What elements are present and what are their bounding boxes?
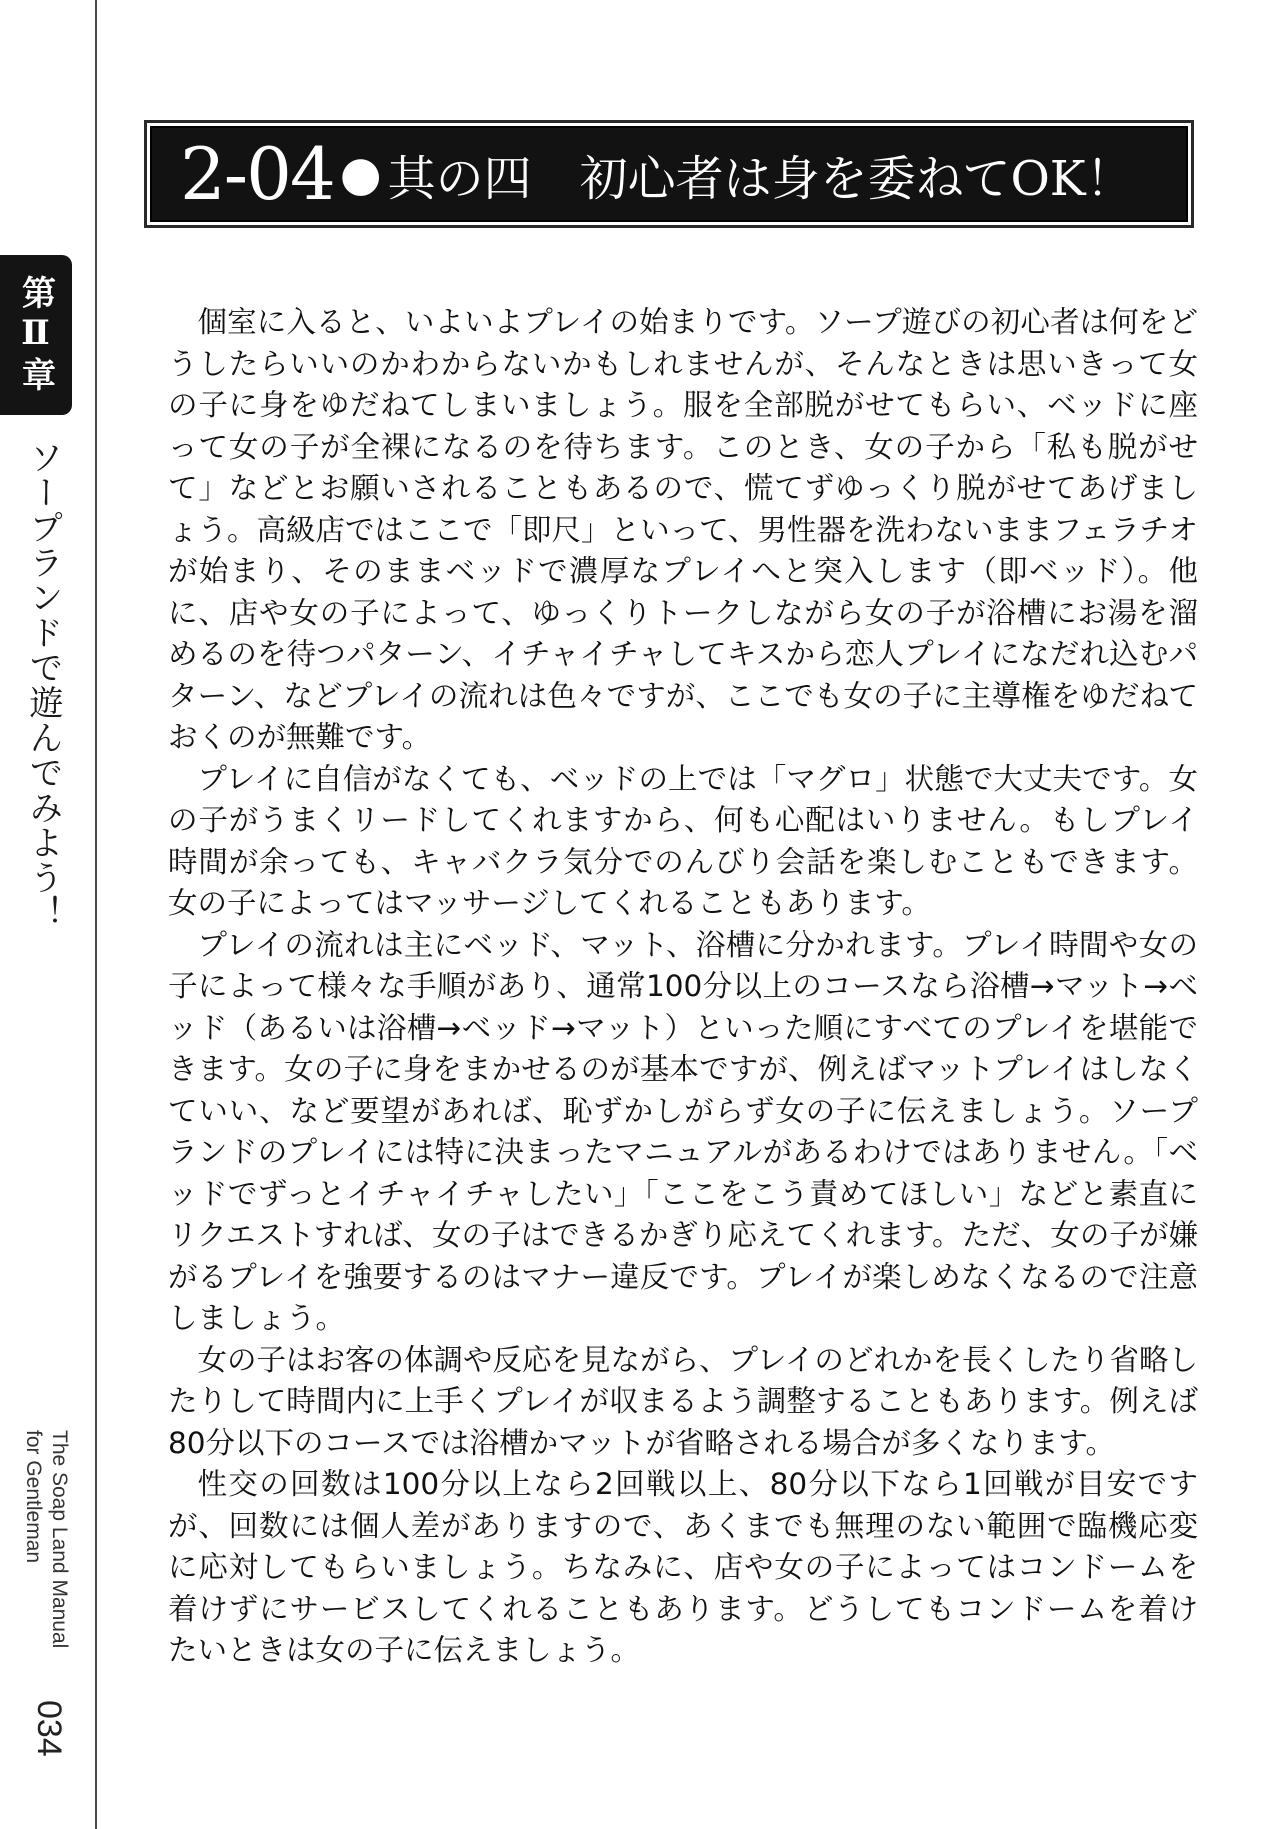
article-body bbox=[168, 302, 1198, 1672]
chapter-tab bbox=[0, 255, 72, 415]
gutter-divider-line bbox=[95, 0, 97, 1829]
book-title-line1: The Soap Land Manual bbox=[48, 1430, 71, 1649]
chapter-subtitle: ソープランドで遊んでみよう！ bbox=[23, 440, 63, 930]
paragraph: 性交の回数は100分以上なら2回戦以上、80分以下なら1回戦が目安ですが、回数には個人差がありますので、あくまでも無理のない範囲で臨機応変に応対してもらいましょう。ちなみに、店や女の子によってはコンドームを着けずにサービスしてくれることもあります。どうしてもコンドームを着けたいときは女の子に伝えましょう。 bbox=[168, 1467, 1198, 1667]
paragraph: 女の子はお客の体調や反応を見ながら、プレイのどれかを長くしたり省略したりして時間内に上手くプレイが収まるよう調整することもあります。例えば80分以下のコースでは浴槽かマットが省略される場合が多くなります。 bbox=[168, 1342, 1198, 1460]
chapter-tab-label: 第Ⅱ章 bbox=[15, 275, 56, 395]
paragraph: 個室に入ると、いよいよプレイの始まりです。ソープ遊びの初心者は何をどうしたらいいのかわからないかもしれませんが、そんなときは思いきって女の子に身をゆだねてしまいましょう。服を全部脱がせてもらい、ベッドに座って女の子が全裸になるのを待ちます。このとき、女の子から「私も脱がせて」などとお願いされることもあるので、慌てずゆっくり脱がせてあげましょう。高級店ではここで「即尺」といって、男性器を洗わないままフェラチオが始まり、そのままベッドで濃厚なプレイへと突入します（即ベッド）。他に、店や女の子によって、ゆっくりトークしながら女の子が浴槽にお湯を溜めるのを待つパターン、イチャイチャしてキスから恋人プレイになだれ込むパターン、などプレイの流れは色々ですが、ここでも女の子に主導権をゆだねておくのが無難です。 bbox=[168, 305, 1198, 754]
book-title-line2: for Gentleman bbox=[22, 1430, 45, 1564]
section-title: 其の四 初心者は身を委ねてOK！ bbox=[387, 150, 1134, 207]
page-number: 034 bbox=[30, 1700, 68, 1757]
bullet-icon: ● bbox=[339, 146, 382, 202]
section-heading bbox=[150, 126, 1188, 222]
section-number: 2-04 bbox=[180, 132, 334, 216]
book-title bbox=[18, 1430, 72, 1680]
paragraph: プレイの流れは主にベッド、マット、浴槽に分かれます。プレイ時間や女の子によって様々な手順があり、通常100分以上のコースなら浴槽→マット→ベッド（あるいは浴槽→ベッド→マット）といった順にすべてのプレイを堪能できます。女の子に身をまかせるのが基本ですが、例えばマットプレイはしなくていい、など要望があれば、恥ずかしがらず女の子に伝えましょう。ソープランドのプレイには特に決まったマニュアルがあるわけではありません。「ベッドでずっとイチャイチャしたい」「ここをこう責めてほしい」などと素直にリクエストすれば、女の子はできるかぎり応えてくれます。ただ、女の子が嫌がるプレイを強要するのはマナー違反です。プレイが楽しめなくなるので注意しましょう。 bbox=[168, 927, 1198, 1335]
paragraph: プレイに自信がなくても、ベッドの上では「マグロ」状態で大丈夫です。女の子がうまくリードしてくれますから、何も心配はいりません。もしプレイ時間が余っても、キャバクラ気分でのんびり会話を楽しむこともできます。女の子によってはマッサージしてくれることもあります。 bbox=[168, 761, 1198, 920]
